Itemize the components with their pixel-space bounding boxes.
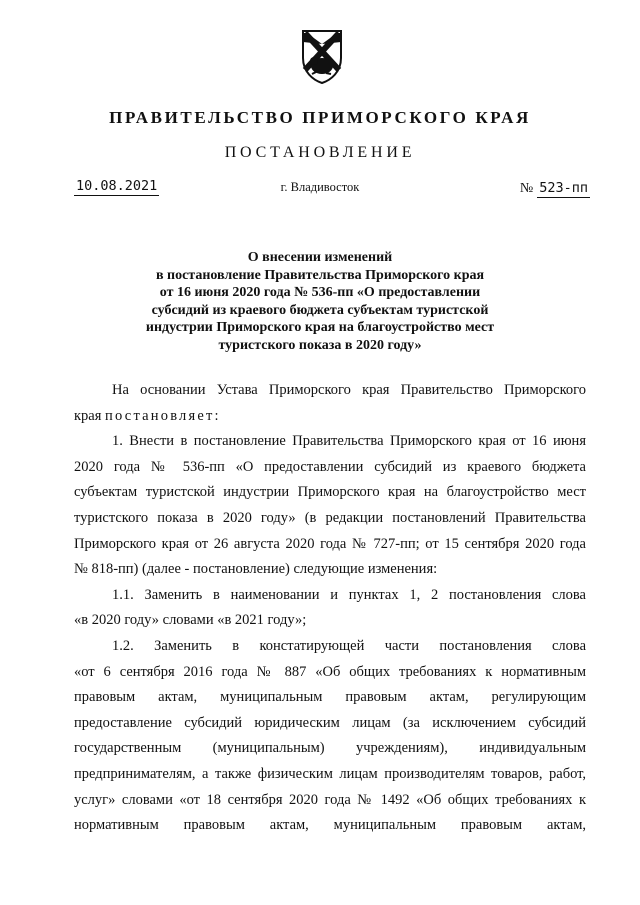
subject-line: от 16 июня 2020 года № 536-пп «О предоставлении <box>159 285 481 300</box>
body-line <box>74 404 586 430</box>
body-line: 1.2. Заменить в констатирующей части постановления слова <box>112 637 586 654</box>
body-line: 1. Внести в постановление Правительства Приморского края от 16 июня <box>112 433 586 450</box>
subject-line: индустрии Приморского края на благоустройство мест <box>145 320 495 335</box>
subject-line: туристского показа в 2020 году» <box>218 337 422 353</box>
document-type: ПОСТАНОВЛЕНИЕ <box>224 144 416 161</box>
body-word: края <box>74 407 102 424</box>
postanovlyaet-word: постановляет: <box>105 407 221 424</box>
document-date: 10.08.2021 <box>76 178 158 194</box>
body-line: 1.1. Заменить в наименовании и пунктах 1, 2 постановления слова <box>112 586 586 603</box>
document-subject <box>130 249 510 354</box>
body-line: государственным (муниципальным) учреждениям), индивидуальным <box>74 740 586 757</box>
subject-line: О внесении изменений <box>247 250 393 265</box>
body-line: 2020 года № 536-пп «О предоставлении субсидий из краевого бюджета <box>74 458 586 475</box>
body-line: услуг» словами «от 18 сентября 2020 года № 1492 «Об общих требованиях к <box>74 791 586 808</box>
body-line: «от 6 сентября 2016 года № 887 «Об общих требованиях к нормативным <box>74 663 586 680</box>
document-city: г. Владивосток <box>280 180 360 194</box>
body-line: правовым актам, муниципальным правовым актам, регулирующим <box>74 689 586 706</box>
body-line: «в 2020 году» словами «в 2021 году»; <box>74 612 307 629</box>
document-number <box>520 180 590 197</box>
primorye-coat-of-arms-icon <box>300 28 344 84</box>
body-line: предпринимателям, а также физическим лицам производителям товаров, работ, <box>74 765 586 782</box>
body-line: Приморского края от 26 августа 2020 года № 727-пп; от 15 сентября 2020 года <box>74 535 586 552</box>
number-value: 523-пп <box>539 180 588 196</box>
body-line: субъектам туристской индустрии Приморского края на благоустройство мест <box>74 484 586 501</box>
body-line: туристского показа в 2020 году» (в редакции постановлений Правительства <box>74 509 586 526</box>
subject-line: субсидий из краевого бюджета субъектам туристской <box>151 302 489 318</box>
body-line: № 818-пп) (далее - постановление) следующие изменения: <box>74 561 438 578</box>
document-body <box>74 378 586 839</box>
body-line: предоставление субсидий юридическим лицам (за исключением субсидий <box>74 714 586 731</box>
document-meta <box>0 178 640 204</box>
number-prefix: № <box>519 181 534 196</box>
body-line: нормативным правовым актам, муниципальным правовым актам, <box>74 817 586 834</box>
subject-line: в постановление Правительства Приморского края <box>155 267 485 283</box>
body-line: На основании Устава Приморского края Правительство Приморского <box>112 382 586 398</box>
government-title: ПРАВИТЕЛЬСТВО ПРИМОРСКОГО КРАЯ <box>109 108 531 127</box>
